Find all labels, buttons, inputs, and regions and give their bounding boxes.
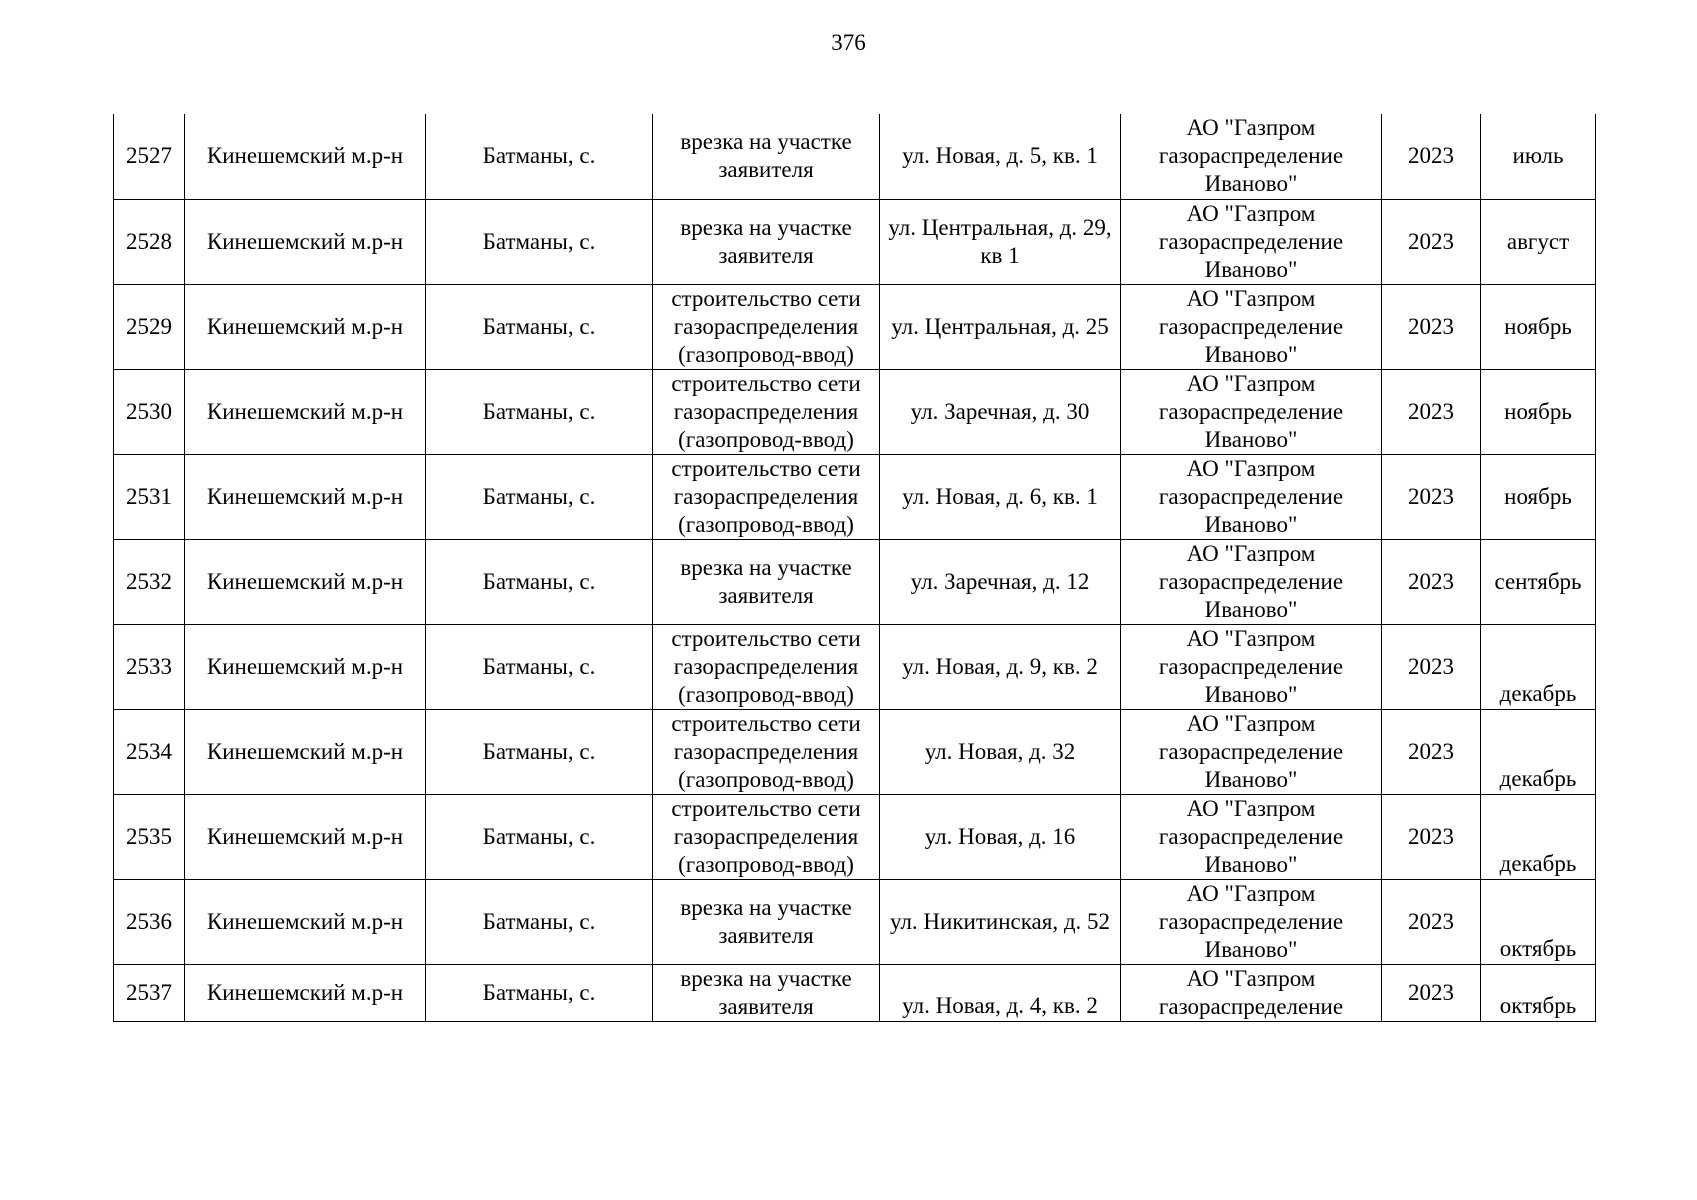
- table-row: [114, 114, 1596, 199]
- locality-cell: Батманы, с.: [426, 539, 653, 624]
- row-number: 2527: [114, 114, 185, 199]
- work-type-cell: строительство сети газораспределения (газопровод-ввод): [653, 454, 880, 539]
- table-row: [114, 709, 1596, 794]
- year-cell: 2023: [1382, 624, 1481, 709]
- year-cell: 2023: [1382, 539, 1481, 624]
- organization-cell: АО "Газпром газораспределение Иваново": [1121, 879, 1382, 964]
- locality-cell: Батманы, с.: [426, 199, 653, 284]
- table-row: [114, 454, 1596, 539]
- organization-cell: АО "Газпром газораспределение Иваново": [1121, 539, 1382, 624]
- row-number: 2534: [114, 709, 185, 794]
- month-cell: август: [1481, 199, 1596, 284]
- address-cell: ул. Новая, д. 9, кв. 2: [880, 624, 1121, 709]
- table-row: [114, 369, 1596, 454]
- district-cell: Кинешемский м.р-н: [185, 284, 426, 369]
- month-cell: сентябрь: [1481, 539, 1596, 624]
- organization-cell: АО "Газпром газораспределение Иваново": [1121, 454, 1382, 539]
- address-cell: ул. Никитинская, д. 52: [880, 879, 1121, 964]
- month-cell: ноябрь: [1481, 284, 1596, 369]
- district-cell: Кинешемский м.р-н: [185, 454, 426, 539]
- work-type-cell: строительство сети газораспределения (газопровод-ввод): [653, 709, 880, 794]
- month-cell: октябрь: [1481, 879, 1596, 964]
- organization-cell: АО "Газпром газораспределение Иваново": [1121, 709, 1382, 794]
- month-cell: декабрь: [1481, 624, 1596, 709]
- address-cell: ул. Заречная, д. 30: [880, 369, 1121, 454]
- organization-cell: АО "Газпром газораспределение Иваново": [1121, 284, 1382, 369]
- district-cell: Кинешемский м.р-н: [185, 199, 426, 284]
- locality-cell: Батманы, с.: [426, 454, 653, 539]
- table-row: [114, 539, 1596, 624]
- month-cell: декабрь: [1481, 794, 1596, 879]
- district-cell: Кинешемский м.р-н: [185, 539, 426, 624]
- address-cell: ул. Новая, д. 5, кв. 1: [880, 114, 1121, 199]
- address-cell: ул. Новая, д. 16: [880, 794, 1121, 879]
- locality-cell: Батманы, с.: [426, 284, 653, 369]
- row-number: 2535: [114, 794, 185, 879]
- registry-table: [113, 114, 1596, 1022]
- work-type-cell: строительство сети газораспределения (газопровод-ввод): [653, 624, 880, 709]
- district-cell: Кинешемский м.р-н: [185, 794, 426, 879]
- year-cell: 2023: [1382, 964, 1481, 1021]
- year-cell: 2023: [1382, 794, 1481, 879]
- month-cell: декабрь: [1481, 709, 1596, 794]
- month-cell: ноябрь: [1481, 369, 1596, 454]
- address-cell: ул. Новая, д. 6, кв. 1: [880, 454, 1121, 539]
- organization-cell: АО "Газпром газораспределение: [1121, 964, 1382, 1021]
- row-number: 2532: [114, 539, 185, 624]
- year-cell: 2023: [1382, 369, 1481, 454]
- district-cell: Кинешемский м.р-н: [185, 879, 426, 964]
- address-cell: ул. Новая, д. 32: [880, 709, 1121, 794]
- address-cell: ул. Центральная, д. 25: [880, 284, 1121, 369]
- year-cell: 2023: [1382, 709, 1481, 794]
- district-cell: Кинешемский м.р-н: [185, 624, 426, 709]
- year-cell: 2023: [1382, 284, 1481, 369]
- month-cell: октябрь: [1481, 964, 1596, 1021]
- district-cell: Кинешемский м.р-н: [185, 369, 426, 454]
- district-cell: Кинешемский м.р-н: [185, 709, 426, 794]
- work-type-cell: строительство сети газораспределения (газопровод-ввод): [653, 284, 880, 369]
- work-type-cell: врезка на участке заявителя: [653, 879, 880, 964]
- year-cell: 2023: [1382, 114, 1481, 199]
- address-cell: ул. Заречная, д. 12: [880, 539, 1121, 624]
- work-type-cell: строительство сети газораспределения (газопровод-ввод): [653, 794, 880, 879]
- row-number: 2529: [114, 284, 185, 369]
- year-cell: 2023: [1382, 454, 1481, 539]
- organization-cell: АО "Газпром газораспределение Иваново": [1121, 624, 1382, 709]
- row-number: 2536: [114, 879, 185, 964]
- table-row: [114, 199, 1596, 284]
- table-row: [114, 964, 1596, 1021]
- locality-cell: Батманы, с.: [426, 879, 653, 964]
- district-cell: Кинешемский м.р-н: [185, 114, 426, 199]
- locality-cell: Батманы, с.: [426, 964, 653, 1021]
- district-cell: Кинешемский м.р-н: [185, 964, 426, 1021]
- locality-cell: Батманы, с.: [426, 794, 653, 879]
- organization-cell: АО "Газпром газораспределение Иваново": [1121, 794, 1382, 879]
- year-cell: 2023: [1382, 879, 1481, 964]
- month-cell: ноябрь: [1481, 454, 1596, 539]
- locality-cell: Батманы, с.: [426, 709, 653, 794]
- table-row: [114, 624, 1596, 709]
- year-cell: 2023: [1382, 199, 1481, 284]
- table-row: [114, 879, 1596, 964]
- row-number: 2537: [114, 964, 185, 1021]
- address-cell: ул. Центральная, д. 29, кв 1: [880, 199, 1121, 284]
- month-cell: июль: [1481, 114, 1596, 199]
- row-number: 2531: [114, 454, 185, 539]
- organization-cell: АО "Газпром газораспределение Иваново": [1121, 369, 1382, 454]
- page-number: 376: [831, 30, 866, 55]
- row-number: 2528: [114, 199, 185, 284]
- work-type-cell: врезка на участке заявителя: [653, 199, 880, 284]
- work-type-cell: врезка на участке заявителя: [653, 114, 880, 199]
- address-cell: ул. Новая, д. 4, кв. 2: [880, 964, 1121, 1021]
- table-row: [114, 794, 1596, 879]
- locality-cell: Батманы, с.: [426, 114, 653, 199]
- locality-cell: Батманы, с.: [426, 369, 653, 454]
- locality-cell: Батманы, с.: [426, 624, 653, 709]
- work-type-cell: врезка на участке заявителя: [653, 964, 880, 1021]
- work-type-cell: врезка на участке заявителя: [653, 539, 880, 624]
- table-row: [114, 284, 1596, 369]
- row-number: 2530: [114, 369, 185, 454]
- organization-cell: АО "Газпром газораспределение Иваново": [1121, 114, 1382, 199]
- row-number: 2533: [114, 624, 185, 709]
- organization-cell: АО "Газпром газораспределение Иваново": [1121, 199, 1382, 284]
- work-type-cell: строительство сети газораспределения (газопровод-ввод): [653, 369, 880, 454]
